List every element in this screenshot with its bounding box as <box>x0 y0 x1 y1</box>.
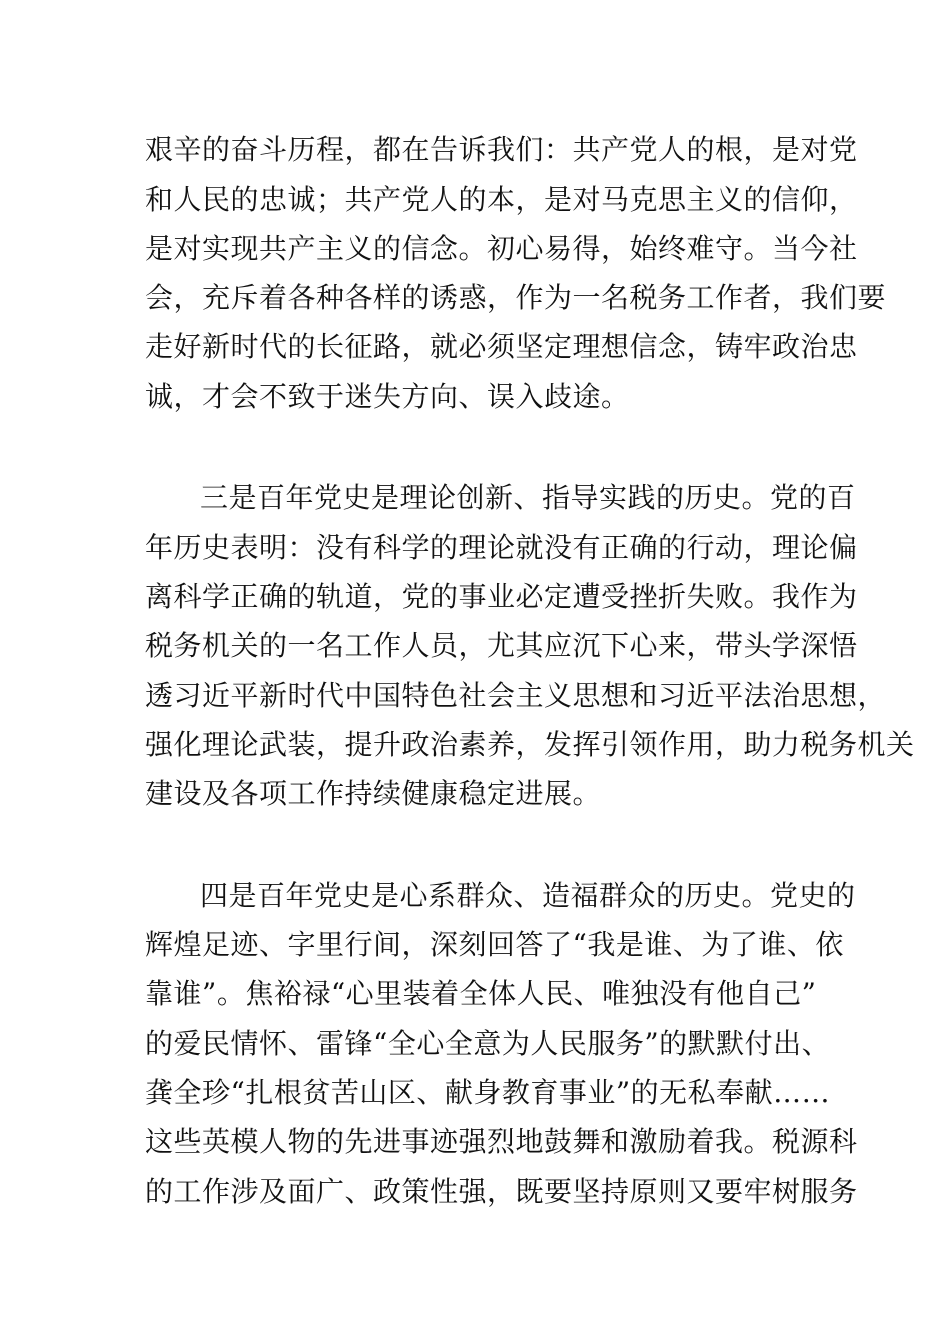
text-line: 四是百年党史是心系群众、造福群众的历史。党史的 <box>200 879 856 912</box>
text-line: 诚，才会不致于迷失方向、误入歧途。 <box>145 380 630 413</box>
text-line: 透习近平新时代中国特色社会主义思想和习近平法治思想， <box>145 679 887 712</box>
text-line: 艰辛的奋斗历程，都在告诉我们：共产党人的根，是对党 <box>145 133 858 166</box>
text-line: 走好新时代的长征路，就必须坚定理想信念，铸牢政治忠 <box>145 330 858 363</box>
text-line: 税务机关的一名工作人员，尤其应沉下心来，带头学深悟 <box>145 629 858 662</box>
text-line: 建设及各项工作持续健康稳定进展。 <box>145 777 602 810</box>
text-line: 的爱民情怀、雷锋“全心全意为人民服务”的默默付出、 <box>145 1027 831 1060</box>
text-line: 强化理论武装，提升政治素养，发挥引领作用，助力税务机关 <box>145 728 915 761</box>
text-line: 会，充斥着各种各样的诱惑，作为一名税务工作者，我们要 <box>145 281 887 314</box>
text-line: 年历史表明：没有科学的理论就没有正确的行动，理论偏 <box>145 531 858 564</box>
text-line: 是对实现共产主义的信念。初心易得，始终难守。当今社 <box>145 232 858 265</box>
text-line: 的工作涉及面广、政策性强，既要坚持原则又要牢树服务 <box>145 1175 858 1208</box>
text-line: 这些英模人物的先进事迹强烈地鼓舞和激励着我。税源科 <box>145 1125 858 1158</box>
text-line: 三是百年党史是理论创新、指导实践的历史。党的百 <box>200 481 856 514</box>
text-line: 离科学正确的轨道，党的事业必定遭受挫折失败。我作为 <box>145 580 858 613</box>
text-line: 辉煌足迹、字里行间，深刻回答了“我是谁、为了谁、依 <box>145 928 844 961</box>
text-line: 龚全珍“扎根贫苦山区、献身教育事业”的无私奉献…… <box>145 1076 831 1109</box>
text-line: 靠谁”。焦裕禄“心里装着全体人民、唯独没有他自己” <box>145 977 817 1010</box>
text-line: 和人民的忠诚；共产党人的本，是对马克思主义的信仰， <box>145 183 858 216</box>
